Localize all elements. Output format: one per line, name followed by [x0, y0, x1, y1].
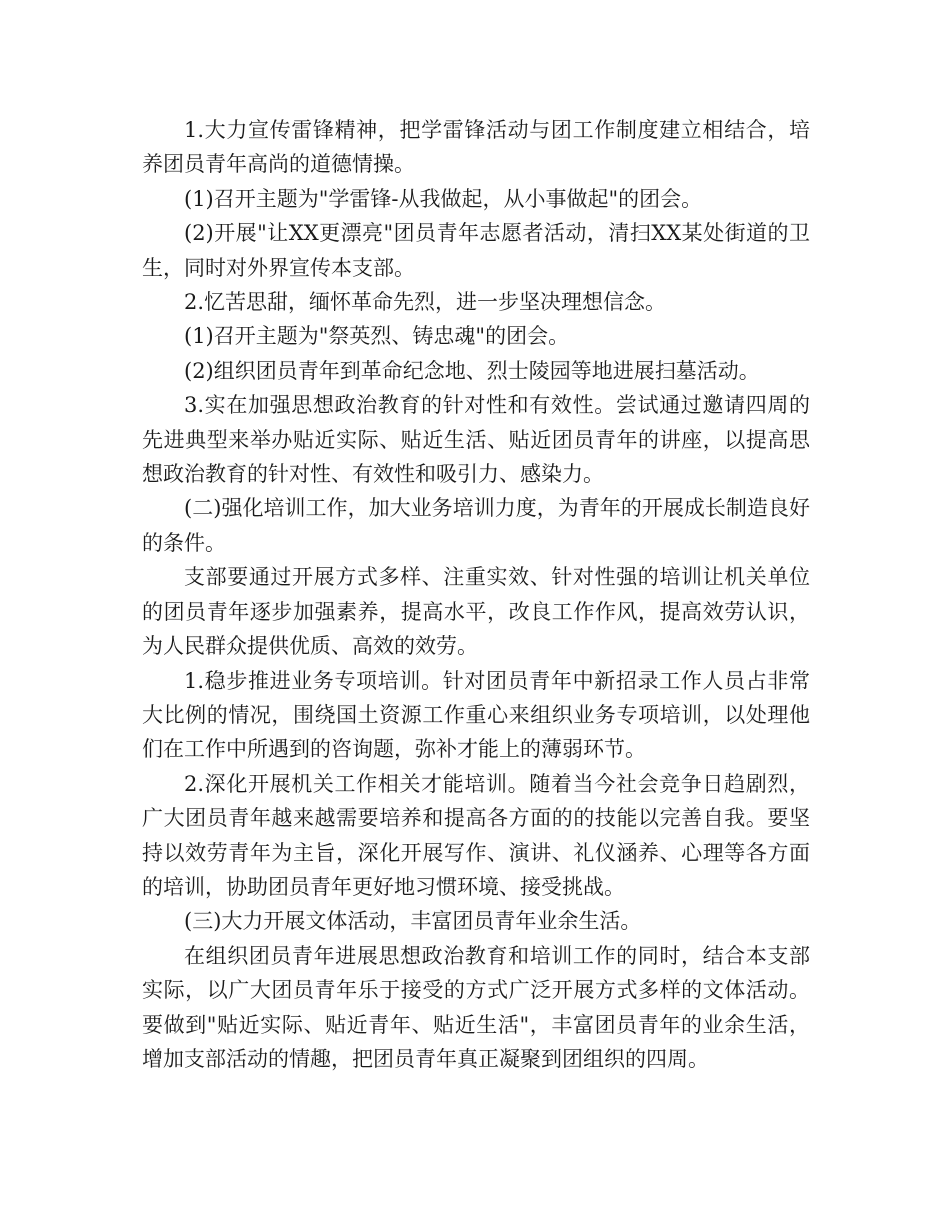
paragraph: 3.实在加强思想政治教育的针对性和有效性。尝试通过邀请四周的先进典型来举办贴近实际、贴近生活、贴近团员青年的讲座，以提高思想政治教育的针对性、有效性和吸引力、感染力。 — [142, 393, 810, 487]
paragraph: 支部要通过开展方式多样、注重实效、针对性强的培训让机关单位的团员青年逐步加强素养，提高水平，改良工作作风，提高效劳认识，为人民群众提供优质、高效的效劳。 — [142, 565, 810, 659]
paragraph: (2)组织团员青年到革命纪念地、烈士陵园等地进展扫墓活动。 — [184, 358, 760, 383]
section-heading: (二)强化培训工作，加大业务培训力度，为青年的开展成长制造良好的条件。 — [142, 496, 810, 555]
paragraph: 1.稳步推进业务专项培训。针对团员青年中新招录工作人员占非常大比例的情况，围绕国土资源工作重心来组织业务专项培训，以处理他们在工作中所遇到的咨询题，弥补才能上的薄弱环节。 — [142, 668, 810, 762]
paragraph: (1)召开主题为"学雷锋-从我做起，从小事做起"的团会。 — [184, 186, 703, 211]
section-heading: (三)大力开展文体活动，丰富团员青年业余生活。 — [184, 909, 642, 934]
document-page — [142, 113, 810, 1076]
paragraph: 在组织团员青年进展思想政治教育和培训工作的同时，结合本支部实际，以广大团员青年乐于接受的方式广泛开展方式多样的文体活动。要做到"贴近实际、贴近青年、贴近生活"，丰富团员青年的业余生活，增加支部活动的情趣，把团员青年真正凝聚到团组织的四周。 — [142, 943, 810, 1071]
paragraph: 2.深化开展机关工作相关才能培训。随着当今社会竞争日趋剧烈，广大团员青年越来越需要培养和提高各方面的的技能以完善自我。要坚持以效劳青年为主旨，深化开展写作、演讲、礼仪涵养、心理等各方面的培训，协助团员青年更好地习惯环境、接受挑战。 — [142, 771, 810, 899]
paragraph: (1)召开主题为"祭英烈、铸忠魂"的团会。 — [184, 324, 570, 349]
paragraph: 2.忆苦思甜，缅怀革命先烈，进一步坚决理想信念。 — [184, 290, 667, 315]
paragraph: 1.大力宣传雷锋精神，把学雷锋活动与团工作制度建立相结合，培养团员青年高尚的道德情操。 — [142, 118, 810, 177]
paragraph: (2)开展"让XX更漂亮"团员青年志愿者活动，清扫XX某处街道的卫生，同时对外界宣传本支部。 — [142, 221, 810, 280]
